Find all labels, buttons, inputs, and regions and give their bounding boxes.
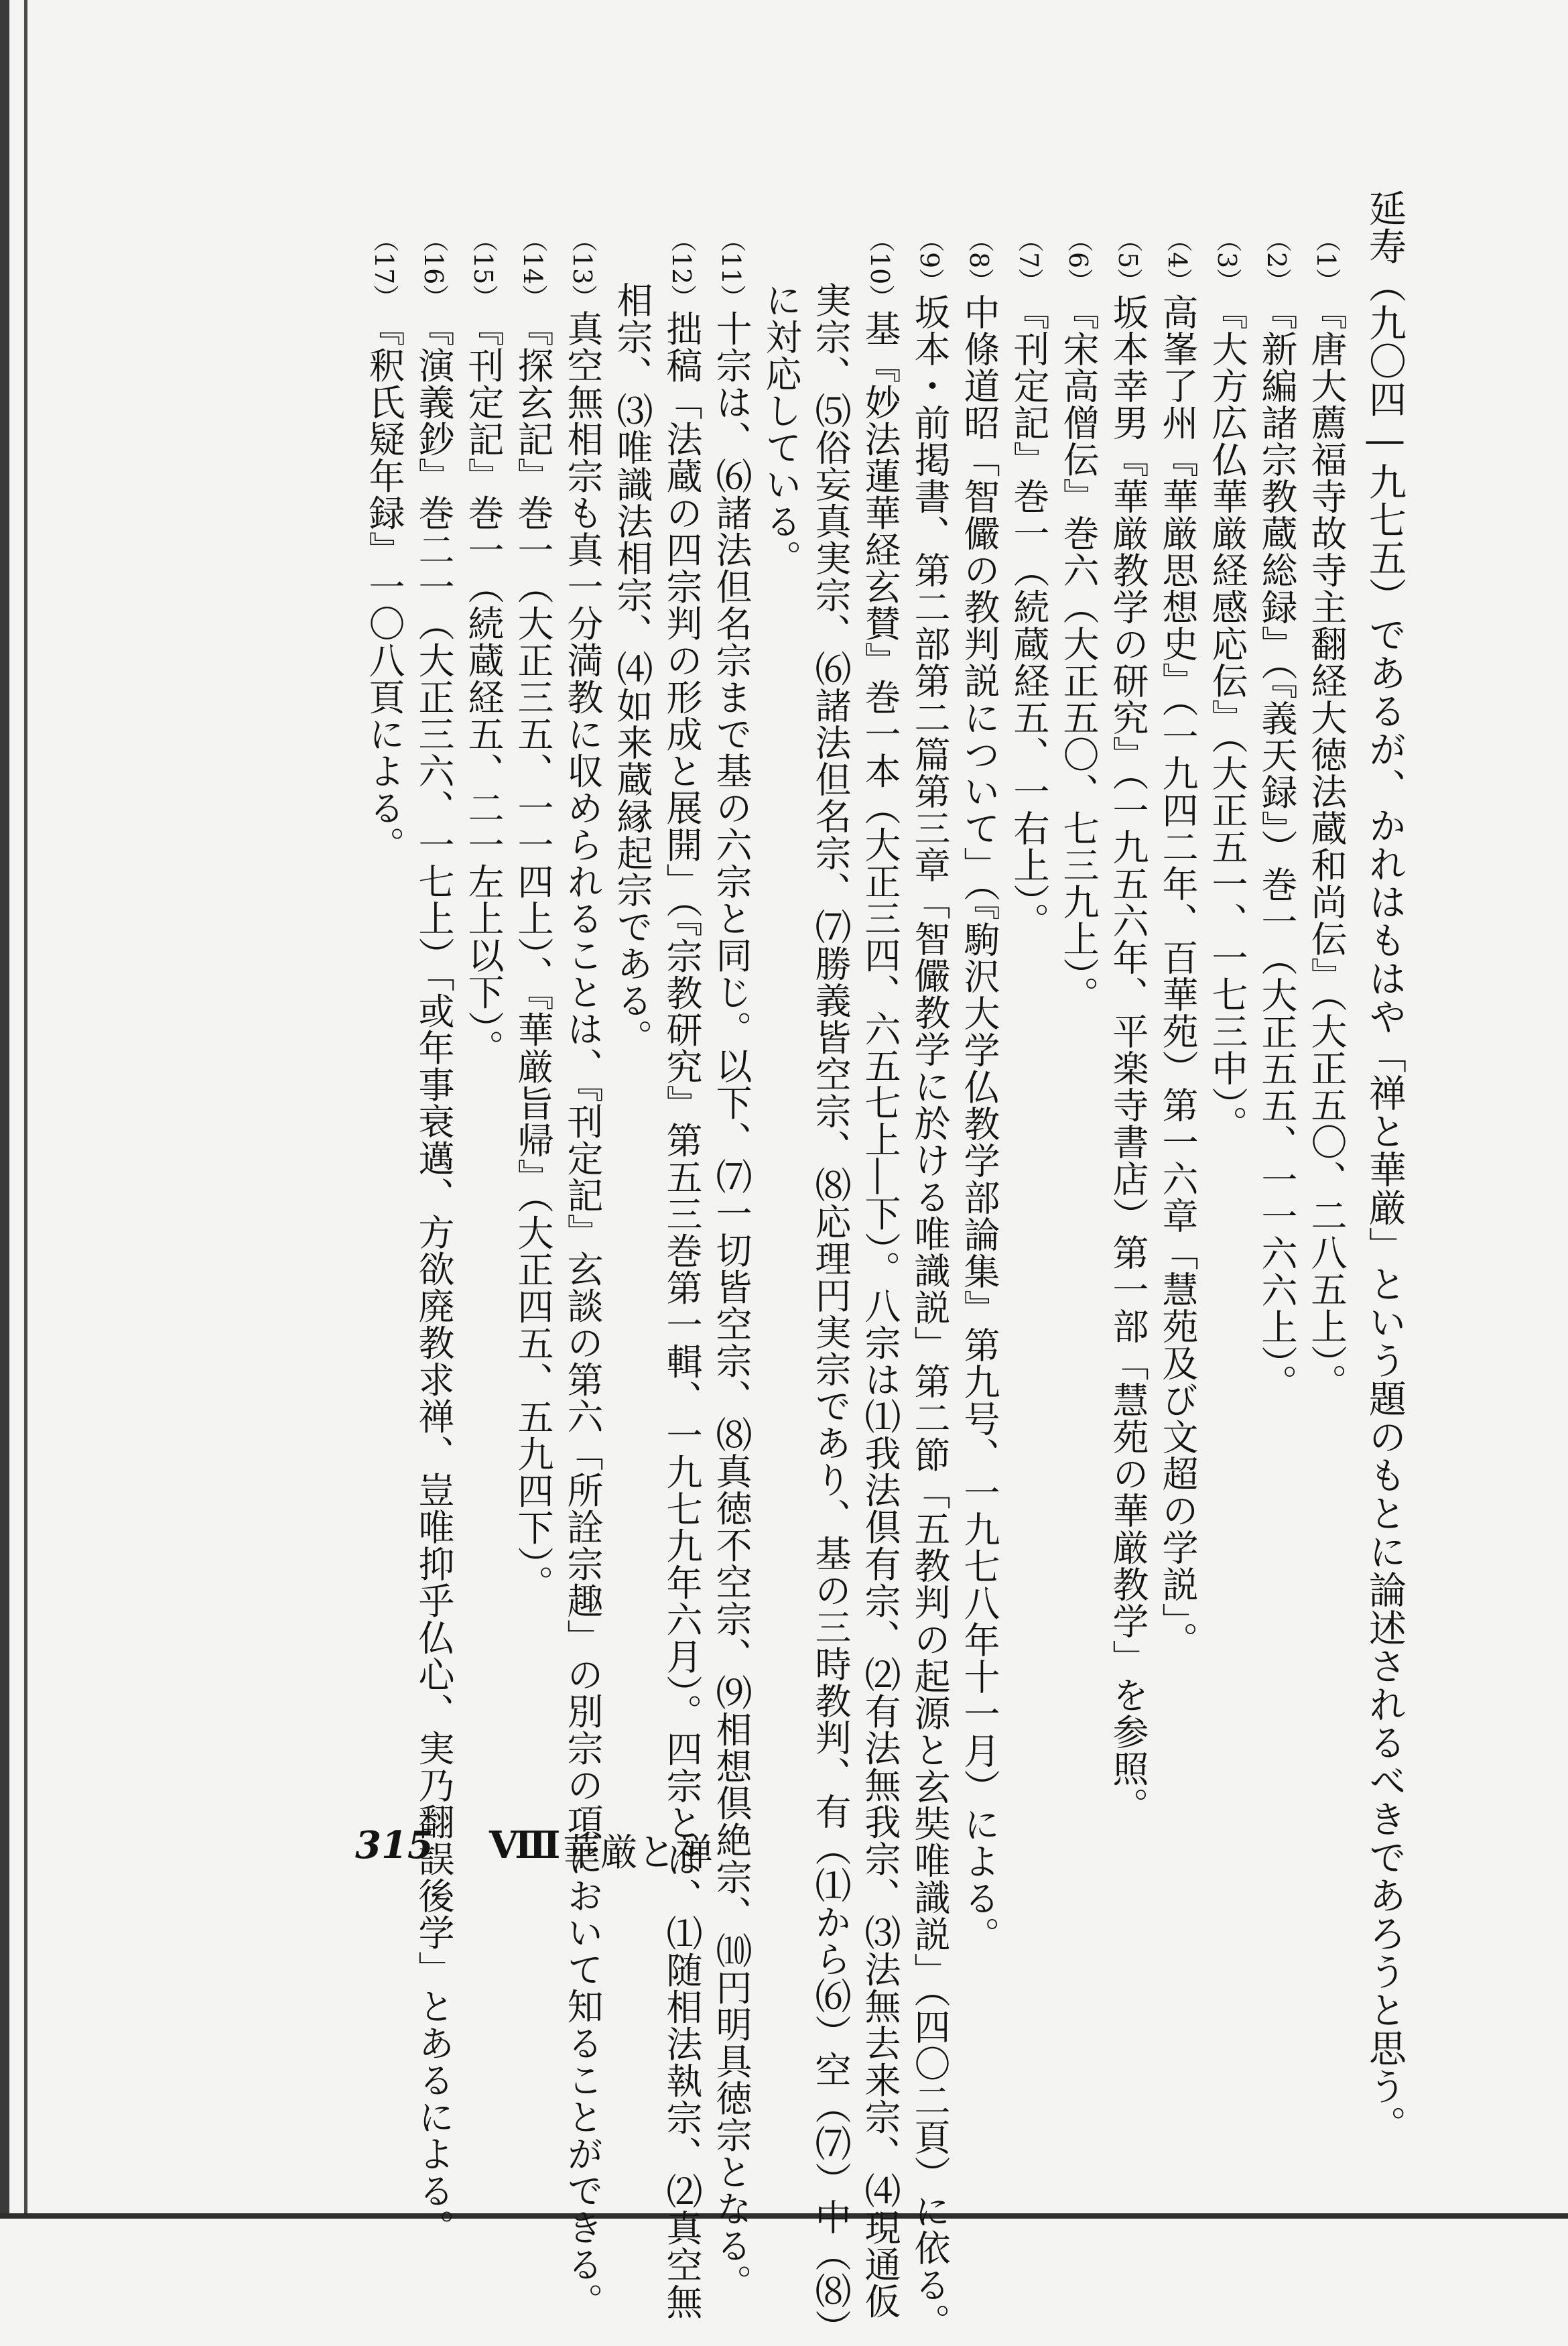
note-number: （13） (568, 227, 597, 310)
note-text: 『宋高僧伝』巻六（大正五〇、七三九上）。 (1057, 294, 1100, 1013)
note-number: （6） (1063, 227, 1093, 294)
note-number: （15） (468, 227, 498, 310)
note-text: 拙稿「法蔵の四宗判の形成と展開」（『宗教研究』第五三巻第一輯、一九七九年六月）。四宗とは、⑴随相法執宗、⑵真空無 (661, 310, 703, 2321)
note-8 (958, 227, 1000, 1954)
note-10 (859, 227, 901, 2320)
note-12 (661, 227, 703, 2321)
note-number: （7） (1014, 227, 1043, 294)
note-number: （9） (915, 227, 944, 294)
note-7 (1008, 227, 1050, 940)
note-number: （17） (369, 227, 399, 310)
note-text: 『刊定記』巻一（続蔵経五、一右上）。 (1008, 294, 1050, 940)
note-number: （10） (865, 227, 895, 310)
note-16 (413, 227, 455, 2246)
note-number: （4） (1163, 227, 1192, 294)
note-text: 坂本幸男『華厳教学の研究』（一九五六年、平楽寺書店）第一部「慧苑の華厳教学」を参照。 (1107, 294, 1149, 1825)
note-15 (462, 227, 505, 1066)
note-text-continued: 相宗、⑶唯識法相宗、⑷如来蔵縁起宗である。 (611, 282, 653, 1056)
note-text-continued: に対応している。 (760, 282, 802, 576)
note-number: （3） (1212, 227, 1242, 294)
note-1 (1305, 227, 1348, 1401)
note-2 (1256, 227, 1298, 1402)
note-number: （2） (1262, 227, 1291, 294)
note-9 (909, 227, 951, 2341)
intro-paragraph: 延寿（九〇四―九七五）であるが、かれはもはや「禅と華厳」という題のもとに論述されるべきであろうと思う。 (1363, 189, 1407, 2144)
chapter-title: 華厳と禅 (563, 1831, 713, 1875)
note-4 (1157, 227, 1199, 1659)
note-text: 『演義鈔』巻二一（大正三六、一七上）「或年事衰邁、方欲廃教求禅、豈唯抑乎仏心、実乃翻誤後学」とあるによる。 (413, 310, 455, 2246)
note-12-continued (611, 282, 653, 1056)
note-3 (1206, 227, 1248, 1143)
note-5 (1107, 227, 1149, 1825)
note-10-continued (809, 282, 852, 2346)
note-14 (512, 227, 554, 1602)
page-number: 315 (355, 1823, 434, 1867)
note-17 (363, 227, 405, 863)
note-number: （5） (1113, 227, 1142, 294)
note-number: （11） (716, 227, 746, 310)
note-13 (562, 227, 604, 2320)
note-number: （1） (1311, 227, 1341, 294)
chapter-number: Ⅷ (489, 1823, 561, 1867)
note-text: 『釈氏疑年録』一〇八頁による。 (363, 310, 405, 863)
note-11 (710, 227, 753, 2301)
scan-edge-line (24, 0, 27, 2219)
note-text: 中條道昭「智儼の教判説について」（『駒沢大学仏教学部論集』第九号、一九七八年十一月）による。 (958, 294, 1000, 1954)
note-text: 『唐大薦福寺故寺主翻経大徳法蔵和尚伝』（大正五〇、二八五上）。 (1305, 294, 1348, 1401)
note-text: 『大方広仏華厳経感応伝』（大正五一、一七三中）。 (1206, 294, 1248, 1143)
note-text: 『刊定記』巻一（続蔵経五、二一左上以下）。 (462, 310, 505, 1066)
note-6 (1057, 227, 1100, 1013)
note-number: （14） (518, 227, 547, 310)
note-number: （12） (667, 227, 696, 310)
note-text: 高峯了州『華厳思想史』（一九四二年、百華苑）第一六章「慧苑及び文超の学説」。 (1157, 294, 1199, 1659)
note-text: 坂本・前掲書、第二部第二篇第三章「智儼教学に於ける唯識説」第二節「五教判の起源と玄奘唯識説」（四〇二頁）に依る。 (909, 294, 951, 2341)
note-number: （16） (419, 227, 448, 310)
note-text: 基『妙法蓮華経玄賛』巻一本（大正三四、六五七上―下）。八宗は⑴我法倶有宗、⑵有法無我宗、⑶法無去来宗、⑷現通仮 (859, 310, 901, 2320)
note-text-continued: 実宗、⑸俗妄真実宗、⑹諸法但名宗、⑺勝義皆空宗、⑻応理円実宗であり、基の三時教判、有（⑴から⑹）空（⑺）中（⑻） (809, 282, 852, 2346)
note-text: 十宗は、⑹諸法但名宗まで基の六宗と同じ。以下、⑺一切皆空宗、⑻真徳不空宗、⑼相想倶絶宗、⑽円明具徳宗となる。 (710, 310, 753, 2301)
scan-edge-dark (0, 0, 9, 2219)
note-text: 『探玄記』巻一（大正三五、一一四上）、『華厳旨帰』（大正四五、五九四下）。 (512, 310, 554, 1602)
note-text: 『新編諸宗教蔵総録』（『義天録』）巻一（大正五五、一一六六上）。 (1256, 294, 1298, 1402)
scan-edge-bottom (0, 2213, 1568, 2219)
note-number: （8） (964, 227, 994, 294)
note-10-continued-2 (760, 282, 802, 576)
note-text: 真空無相宗も真一分満教に収められることは、『刊定記』玄談の第六「所詮宗趣」の別宗の項において知ることができる。 (562, 310, 604, 2320)
